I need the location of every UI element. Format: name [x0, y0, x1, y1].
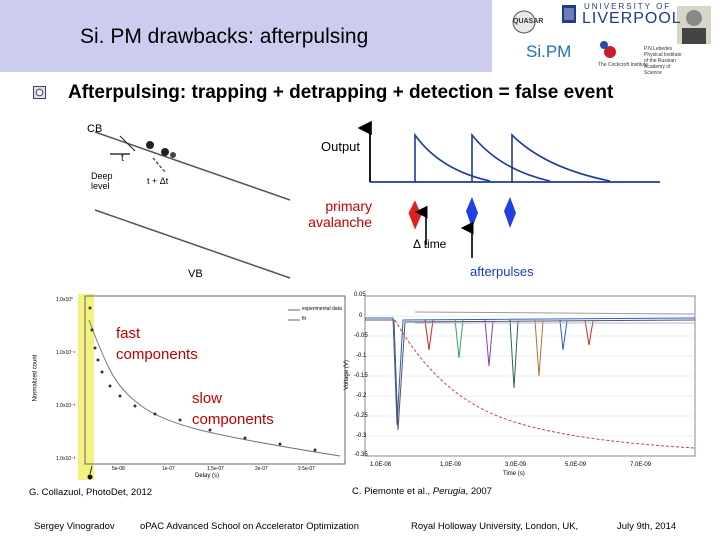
afterpulse-icon — [504, 197, 516, 228]
right-plot-xlabel: Time (s) — [503, 471, 525, 477]
cb-label: CB — [87, 123, 103, 135]
right-plot-x-tick: 3.0E-09 — [505, 462, 527, 468]
waveform-grid — [365, 316, 695, 436]
bullet-icon — [33, 86, 46, 99]
cockcroft-logo-text: The Cockcroft Institute — [598, 62, 649, 68]
lebedev-logo-text: P.N.Lebedev Physical Institute of the Russian Academy of Science — [644, 46, 682, 76]
electron — [146, 141, 154, 149]
slow-components-label: slow components — [192, 390, 274, 428]
footer-school: oPAC Advanced School on Accelerator Optimization — [140, 521, 359, 532]
primary-avalanche-label: primary avalanche — [308, 198, 372, 230]
footer-author: Sergey Vinogradov — [34, 521, 115, 532]
pulse-diagram — [360, 120, 660, 250]
quasar-logo-text: QUASAR — [513, 18, 544, 25]
pulse-traces — [415, 135, 610, 182]
left-plot-legend-fit: fit — [302, 316, 306, 322]
left-plot-ylabel: Normalized count — [32, 354, 39, 402]
left-plot-x-tick: 1.5e-07 — [207, 466, 224, 472]
vb-label: VB — [188, 268, 203, 280]
deep-level-label: Deep level — [91, 171, 113, 191]
citation-year: , 2007 — [465, 486, 492, 497]
right-plot-y-tick: -0.05 — [354, 333, 368, 339]
right-plot-citation — [352, 486, 492, 497]
right-plot-y-tick: -0.25 — [354, 413, 368, 419]
right-plot-y-tick: -0.15 — [354, 373, 368, 379]
t-delta-label: t + Δt — [147, 176, 169, 186]
footer-date: July 9th, 2014 — [617, 521, 677, 532]
afterpulses-label: afterpulses — [470, 264, 534, 279]
delta-time-label: Δ time — [413, 237, 447, 251]
envelope-curve — [395, 320, 695, 448]
plot-frame — [85, 296, 345, 464]
liverpool-logo-main: LIVERPOOL — [582, 10, 682, 27]
detrap-arrow — [153, 158, 165, 172]
right-plot-y-tick: -0.2 — [356, 393, 367, 399]
right-plot-y-tick: -0.35 — [354, 452, 368, 458]
left-plot-y-tick: 1.0x10° — [56, 297, 74, 303]
band-diagram — [60, 118, 300, 278]
right-plot-x-tick: 1.0E-08 — [370, 462, 392, 468]
slide-title: Si. PM drawbacks: afterpulsing — [80, 25, 369, 48]
afterpulse-1 — [472, 135, 550, 182]
left-plot-x-tick: 2.5e-07 — [298, 466, 315, 472]
footer-venue: Royal Holloway University, London, UK, — [411, 521, 579, 532]
citation-authors: C. Piemonte et al., — [352, 486, 433, 497]
left-plot-citation: G. Collazuol, PhotoDet, 2012 — [29, 487, 153, 498]
output-label: Output — [321, 139, 361, 154]
primary-avalanche-icon — [408, 199, 422, 231]
left-plot-x-tick: 1e-07 — [162, 466, 175, 472]
logo-area — [494, 0, 720, 76]
right-plot-y-tick: -0.3 — [356, 433, 367, 439]
right-plot-ylabel: Voltage (V) — [343, 360, 350, 390]
fast-highlight — [78, 294, 94, 480]
left-plot-y-tick: 1.0x10⁻³ — [56, 456, 76, 462]
afterpulse-waveform-plot — [345, 290, 695, 470]
left-plot-y-tick: 1.0x10⁻¹ — [56, 350, 76, 356]
trap-arrow — [120, 136, 135, 151]
left-plot-y-tick: 1.0x10⁻² — [56, 403, 76, 409]
afterpulse-icon — [466, 197, 478, 228]
fast-components-label: fast components — [116, 325, 198, 363]
left-plot-legend-data: experimental data — [302, 306, 342, 312]
left-plot-xlabel: Delay (s) — [195, 473, 220, 479]
right-plot-x-tick: 5.0E-09 — [565, 462, 587, 468]
waveform-traces — [365, 312, 695, 430]
bullet-text: Afterpulsing: trapping + detrapping + detection = false event — [68, 82, 614, 103]
right-plot-x-tick: 1.0E-09 — [440, 462, 462, 468]
right-plot-y-tick: 0 — [359, 313, 363, 319]
right-plot-x-tick: 7.0E-09 — [630, 462, 652, 468]
t-label: t — [121, 153, 124, 164]
left-plot-x-tick: 5e-08 — [112, 466, 125, 472]
right-plot-y-tick: -0.1 — [356, 353, 367, 359]
liverpool-logo-top: UNIVERSITY OF — [584, 2, 672, 11]
citation-venue: Perugia — [432, 486, 466, 497]
sipm-logo: Si.PM — [526, 42, 572, 61]
right-plot-y-tick: 0.05 — [354, 292, 366, 298]
left-plot-x-tick: 2e-07 — [255, 466, 268, 472]
